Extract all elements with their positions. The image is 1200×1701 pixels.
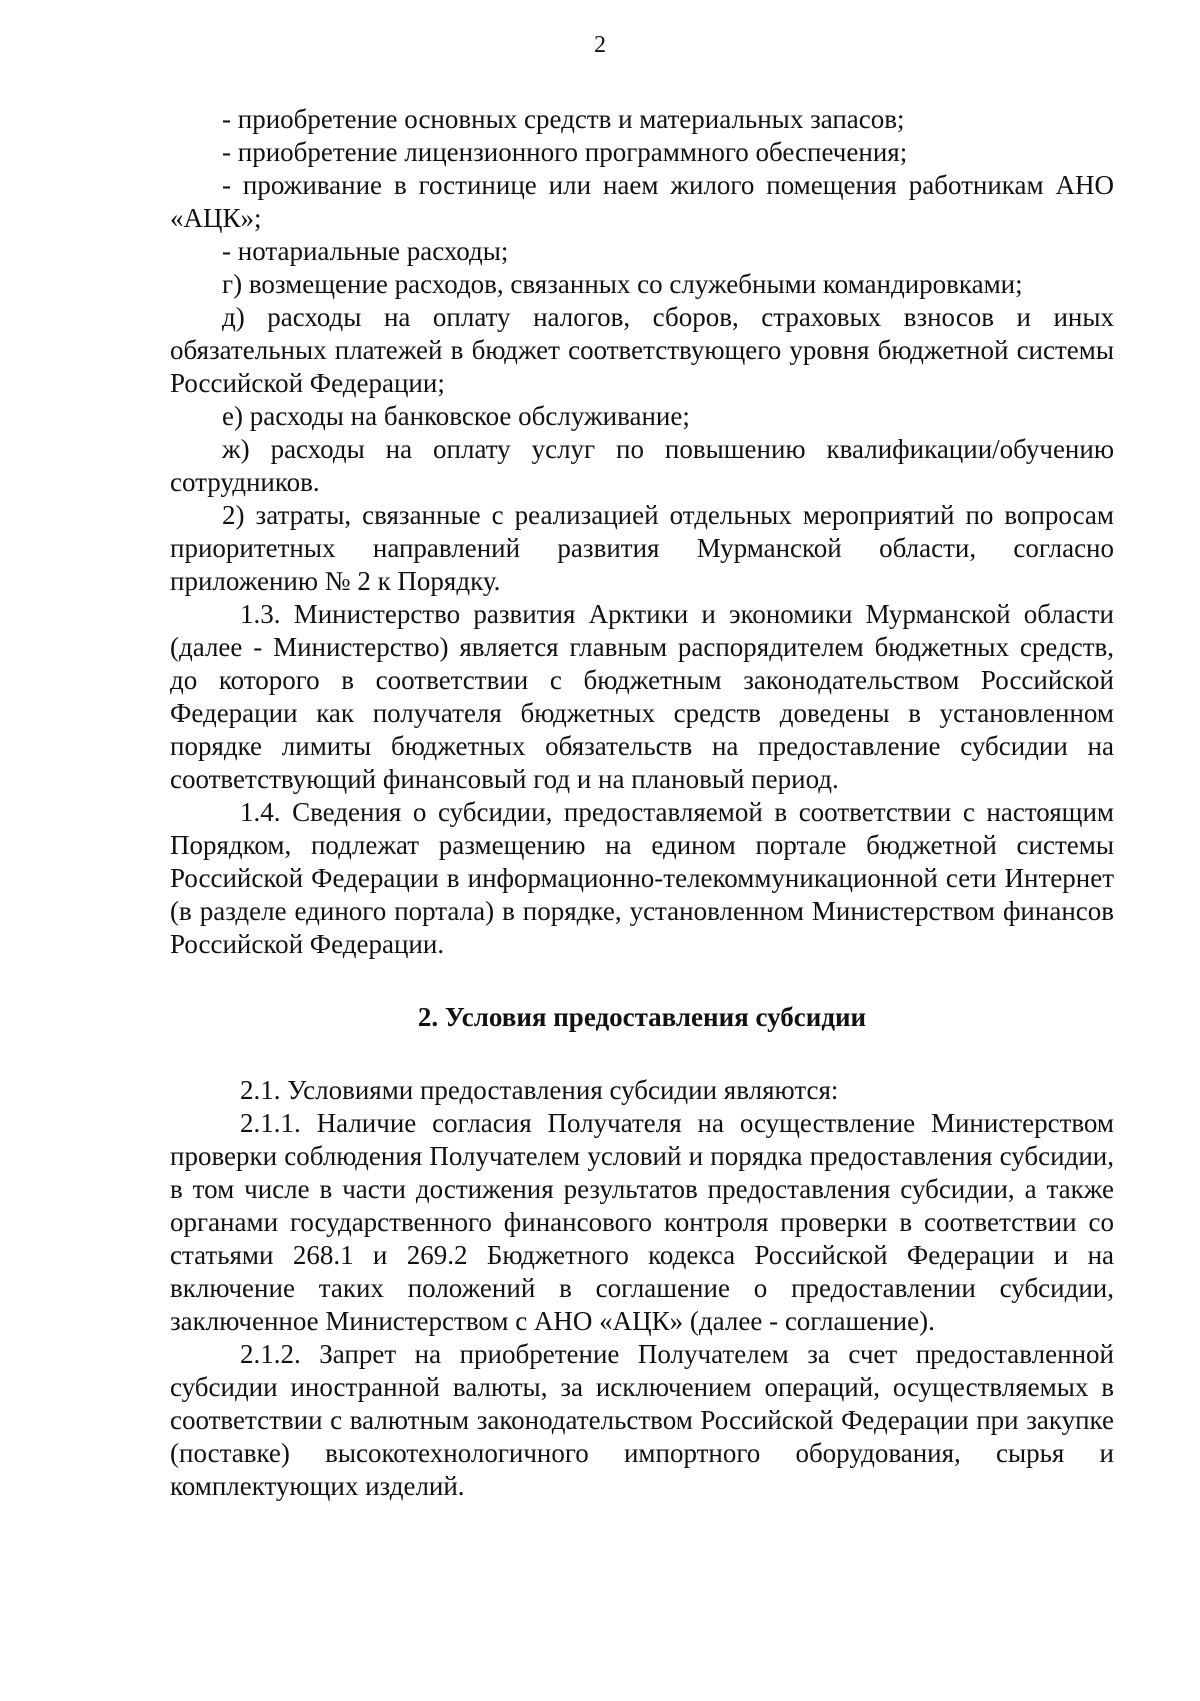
section-heading: 2. Условия предоставления субсидии — [417, 1002, 867, 1032]
paragraph-notary: - нотариальные расходы; — [222, 236, 509, 266]
paragraph-item-e: е) расходы на банковское обслуживание; — [222, 401, 690, 431]
paragraph-item-d: д) расходы на оплату налогов, сборов, страховых взносов и иных обязательных платежей в бюджет соответствующего уровня бюджетной системы Российской Федерации; — [170, 302, 1114, 398]
paragraph-fixed-assets: - приобретение основных средств и материальных запасов; — [222, 104, 905, 134]
paragraph-accommodation: - проживание в гостинице или наем жилого помещения работникам АНО «АЦК»; — [170, 170, 1114, 233]
paragraph-software: - приобретение лицензионного программного обеспечения; — [222, 137, 908, 167]
paragraph-2-1: 2.1. Условиями предоставления субсидии являются: — [240, 1075, 839, 1105]
document-body — [170, 103, 1114, 1503]
page-number: 2 — [594, 32, 606, 58]
paragraph-2-1-1: 2.1.1. Наличие согласия Получателя на осуществление Министерством проверки соблюдения Получателем условий и порядка предоставления субсидии, в том числе в части достижения результатов предоставления субсидии, а также органами государственного финансового контроля проверки в соответствии со статьями 268.1 и 269.2 Бюджетного кодекса Российской Федерации и на включение таких положений в соглашение о предоставлении субсидии, заключенное Министерством с АНО «АЦК» (далее - соглашение). — [170, 1108, 1114, 1336]
paragraph-2-1-2: 2.1.2. Запрет на приобретение Получателем за счет предоставленной субсидии иностранной валюты, за исключением операций, осуществляемых в соответствии с валютным законодательством Российской Федерации при закупке (поставке) высокотехнологичного импортного оборудования, сырья и комплектующих изделий. — [170, 1339, 1114, 1501]
paragraph-item-g: г) возмещение расходов, связанных со служебными командировками; — [222, 269, 1023, 299]
paragraph-item-2: 2) затраты, связанные с реализацией отдельных мероприятий по вопросам приоритетных направлений развития Мурманской области, согласно приложению № 2 к Порядку. — [170, 500, 1114, 596]
paragraph-1-4: 1.4. Сведения о субсидии, предоставляемой в соответствии с настоящим Порядком, подлежат размещению на едином портале бюджетной системы Российской Федерации в информационно-телекоммуникационной сети Интернет (в разделе единого портала) в порядке, установленном Министерством финансов Российской Федерации. — [170, 797, 1114, 959]
paragraph-1-3: 1.3. Министерство развития Арктики и экономики Мурманской области (далее - Министерство) является главным распорядителем бюджетных средств, до которого в соответствии с бюджетным законодательством Российской Федерации как получателя бюджетных средств доведены в установленном порядке лимиты бюджетных обязательств на предоставление субсидии на соответствующий финансовый год и на плановый период. — [170, 599, 1114, 794]
paragraph-item-zh: ж) расходы на оплату услуг по повышению квалификации/обучению сотрудников. — [170, 434, 1114, 497]
